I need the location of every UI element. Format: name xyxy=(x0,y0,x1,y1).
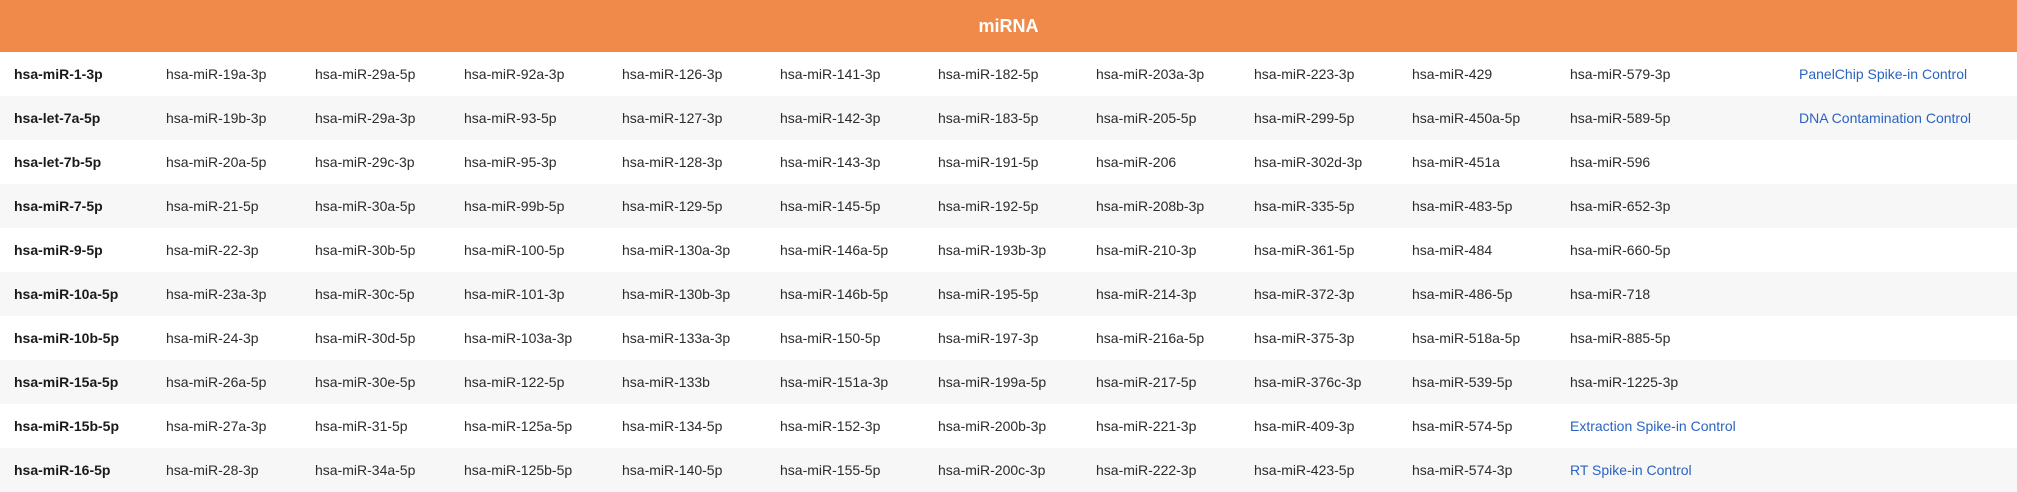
mirna-cell: hsa-miR-133a-3p xyxy=(622,330,731,346)
mirna-cell: hsa-miR-484 xyxy=(1412,242,1493,258)
mirna-cell: hsa-miR-429 xyxy=(1412,66,1493,82)
mirna-cell: hsa-miR-19b-3p xyxy=(166,110,267,126)
mirna-cell: hsa-miR-27a-3p xyxy=(166,418,267,434)
mirna-cell: hsa-miR-299-5p xyxy=(1254,110,1355,126)
mirna-cell: hsa-miR-372-3p xyxy=(1254,286,1355,302)
control-link[interactable]: RT Spike-in Control xyxy=(1570,462,1692,478)
mirna-cell: hsa-miR-885-5p xyxy=(1570,330,1671,346)
mirna-cell: hsa-miR-423-5p xyxy=(1254,462,1355,478)
mirna-cell: hsa-miR-15a-5p xyxy=(14,374,119,390)
mirna-cell: hsa-miR-29c-3p xyxy=(315,154,415,170)
mirna-cell: hsa-miR-214-3p xyxy=(1096,286,1197,302)
mirna-cell: hsa-miR-20a-5p xyxy=(166,154,267,170)
mirna-cell: hsa-miR-140-5p xyxy=(622,462,723,478)
mirna-cell: hsa-miR-21-5p xyxy=(166,198,259,214)
mirna-cell: hsa-miR-210-3p xyxy=(1096,242,1197,258)
mirna-cell: hsa-miR-486-5p xyxy=(1412,286,1513,302)
mirna-cell: hsa-miR-193b-3p xyxy=(938,242,1047,258)
mirna-cell: hsa-miR-192-5p xyxy=(938,198,1039,214)
mirna-cell: hsa-miR-30c-5p xyxy=(315,286,415,302)
mirna-cell: hsa-miR-375-3p xyxy=(1254,330,1355,346)
mirna-cell: hsa-miR-217-5p xyxy=(1096,374,1197,390)
mirna-cell: hsa-miR-222-3p xyxy=(1096,462,1197,478)
mirna-cell: hsa-miR-130b-3p xyxy=(622,286,731,302)
table-row xyxy=(0,52,2017,96)
mirna-cell: hsa-miR-1225-3p xyxy=(1570,374,1679,390)
mirna-cell: hsa-miR-208b-3p xyxy=(1096,198,1205,214)
mirna-cell: hsa-miR-718 xyxy=(1570,286,1651,302)
mirna-cell: hsa-miR-205-5p xyxy=(1096,110,1197,126)
table-row xyxy=(0,228,2017,272)
mirna-cell: hsa-miR-146b-5p xyxy=(780,286,889,302)
table-row xyxy=(0,316,2017,360)
mirna-cell: hsa-miR-128-3p xyxy=(622,154,723,170)
table-row xyxy=(0,448,2017,492)
mirna-cell: hsa-miR-652-3p xyxy=(1570,198,1671,214)
mirna-cell: hsa-miR-31-5p xyxy=(315,418,408,434)
mirna-cell: hsa-miR-22-3p xyxy=(166,242,259,258)
mirna-cell: hsa-miR-1-3p xyxy=(14,66,103,82)
mirna-cell: hsa-miR-9-5p xyxy=(14,242,103,258)
mirna-cell: hsa-miR-450a-5p xyxy=(1412,110,1521,126)
mirna-cell: hsa-miR-200b-3p xyxy=(938,418,1047,434)
mirna-cell: hsa-miR-574-3p xyxy=(1412,462,1513,478)
table-row xyxy=(0,96,2017,140)
mirna-cell: hsa-let-7b-5p xyxy=(14,154,102,170)
mirna-cell: hsa-miR-183-5p xyxy=(938,110,1039,126)
mirna-cell: hsa-miR-29a-5p xyxy=(315,66,416,82)
mirna-cell: hsa-let-7a-5p xyxy=(14,110,101,126)
mirna-cell: hsa-miR-539-5p xyxy=(1412,374,1513,390)
mirna-cell: hsa-miR-191-5p xyxy=(938,154,1039,170)
mirna-cell: hsa-miR-142-3p xyxy=(780,110,881,126)
mirna-cell: hsa-miR-7-5p xyxy=(14,198,103,214)
mirna-cell: hsa-miR-574-5p xyxy=(1412,418,1513,434)
mirna-cell: hsa-miR-518a-5p xyxy=(1412,330,1521,346)
table-row xyxy=(0,184,2017,228)
table-row xyxy=(0,404,2017,448)
mirna-cell: hsa-miR-223-3p xyxy=(1254,66,1355,82)
mirna-cell: hsa-miR-30a-5p xyxy=(315,198,416,214)
table-header-title: miRNA xyxy=(978,15,1039,36)
mirna-cell: hsa-miR-15b-5p xyxy=(14,418,120,434)
mirna-cell: hsa-miR-302d-3p xyxy=(1254,154,1363,170)
mirna-cell: hsa-miR-200c-3p xyxy=(938,462,1046,478)
mirna-cell: hsa-miR-596 xyxy=(1570,154,1651,170)
mirna-cell: hsa-miR-127-3p xyxy=(622,110,723,126)
mirna-cell: hsa-miR-26a-5p xyxy=(166,374,267,390)
mirna-cell: hsa-miR-130a-3p xyxy=(622,242,731,258)
mirna-cell: hsa-miR-145-5p xyxy=(780,198,881,214)
mirna-cell: hsa-miR-24-3p xyxy=(166,330,259,346)
table-row xyxy=(0,272,2017,316)
mirna-cell: hsa-miR-150-5p xyxy=(780,330,881,346)
mirna-cell: hsa-miR-199a-5p xyxy=(938,374,1047,390)
mirna-cell: hsa-miR-99b-5p xyxy=(464,198,565,214)
mirna-cell: hsa-miR-23a-3p xyxy=(166,286,267,302)
mirna-cell: hsa-miR-92a-3p xyxy=(464,66,565,82)
mirna-cell: hsa-miR-134-5p xyxy=(622,418,723,434)
mirna-cell: hsa-miR-30e-5p xyxy=(315,374,416,390)
control-link[interactable]: DNA Contamination Control xyxy=(1799,110,1971,126)
mirna-cell: hsa-miR-182-5p xyxy=(938,66,1039,82)
mirna-cell: hsa-miR-30b-5p xyxy=(315,242,416,258)
mirna-cell: hsa-miR-30d-5p xyxy=(315,330,416,346)
mirna-cell: hsa-miR-95-3p xyxy=(464,154,557,170)
mirna-cell: hsa-miR-141-3p xyxy=(780,66,881,82)
mirna-cell: hsa-miR-129-5p xyxy=(622,198,723,214)
mirna-cell: hsa-miR-579-3p xyxy=(1570,66,1671,82)
mirna-cell: hsa-miR-589-5p xyxy=(1570,110,1671,126)
mirna-cell: hsa-miR-143-3p xyxy=(780,154,881,170)
mirna-cell: hsa-miR-10a-5p xyxy=(14,286,119,302)
mirna-cell: hsa-miR-125a-5p xyxy=(464,418,573,434)
table-header xyxy=(0,0,2017,52)
table-body xyxy=(0,52,2017,492)
mirna-cell: hsa-miR-146a-5p xyxy=(780,242,889,258)
mirna-cell: hsa-miR-29a-3p xyxy=(315,110,416,126)
mirna-cell: hsa-miR-197-3p xyxy=(938,330,1039,346)
mirna-cell: hsa-miR-361-5p xyxy=(1254,242,1355,258)
mirna-cell: hsa-miR-125b-5p xyxy=(464,462,573,478)
mirna-cell: hsa-miR-19a-3p xyxy=(166,66,267,82)
table-row xyxy=(0,360,2017,404)
mirna-cell: hsa-miR-103a-3p xyxy=(464,330,573,346)
mirna-cell: hsa-miR-221-3p xyxy=(1096,418,1197,434)
mirna-cell: hsa-miR-100-5p xyxy=(464,242,565,258)
mirna-cell: hsa-miR-216a-5p xyxy=(1096,330,1205,346)
mirna-cell: hsa-miR-206 xyxy=(1096,154,1177,170)
mirna-cell: hsa-miR-451a xyxy=(1412,154,1500,170)
mirna-cell: hsa-miR-151a-3p xyxy=(780,374,889,390)
mirna-cell: hsa-miR-34a-5p xyxy=(315,462,416,478)
control-link[interactable]: PanelChip Spike-in Control xyxy=(1799,66,1968,82)
mirna-cell: hsa-miR-195-5p xyxy=(938,286,1039,302)
control-link[interactable]: Extraction Spike-in Control xyxy=(1570,418,1736,434)
mirna-cell: hsa-miR-93-5p xyxy=(464,110,557,126)
mirna-cell: hsa-miR-203a-3p xyxy=(1096,66,1205,82)
mirna-cell: hsa-miR-133b xyxy=(622,374,710,390)
mirna-cell: hsa-miR-409-3p xyxy=(1254,418,1355,434)
mirna-cell: hsa-miR-10b-5p xyxy=(14,330,120,346)
mirna-cell: hsa-miR-660-5p xyxy=(1570,242,1671,258)
mirna-cell: hsa-miR-376c-3p xyxy=(1254,374,1362,390)
table-row xyxy=(0,140,2017,184)
mirna-cell: hsa-miR-101-3p xyxy=(464,286,565,302)
mirna-cell: hsa-miR-126-3p xyxy=(622,66,723,82)
mirna-cell: hsa-miR-483-5p xyxy=(1412,198,1513,214)
mirna-cell: hsa-miR-335-5p xyxy=(1254,198,1355,214)
mirna-cell: hsa-miR-152-3p xyxy=(780,418,881,434)
mirna-cell: hsa-miR-122-5p xyxy=(464,374,565,390)
mirna-cell: hsa-miR-28-3p xyxy=(166,462,259,478)
mirna-cell: hsa-miR-16-5p xyxy=(14,462,111,478)
mirna-cell: hsa-miR-155-5p xyxy=(780,462,881,478)
